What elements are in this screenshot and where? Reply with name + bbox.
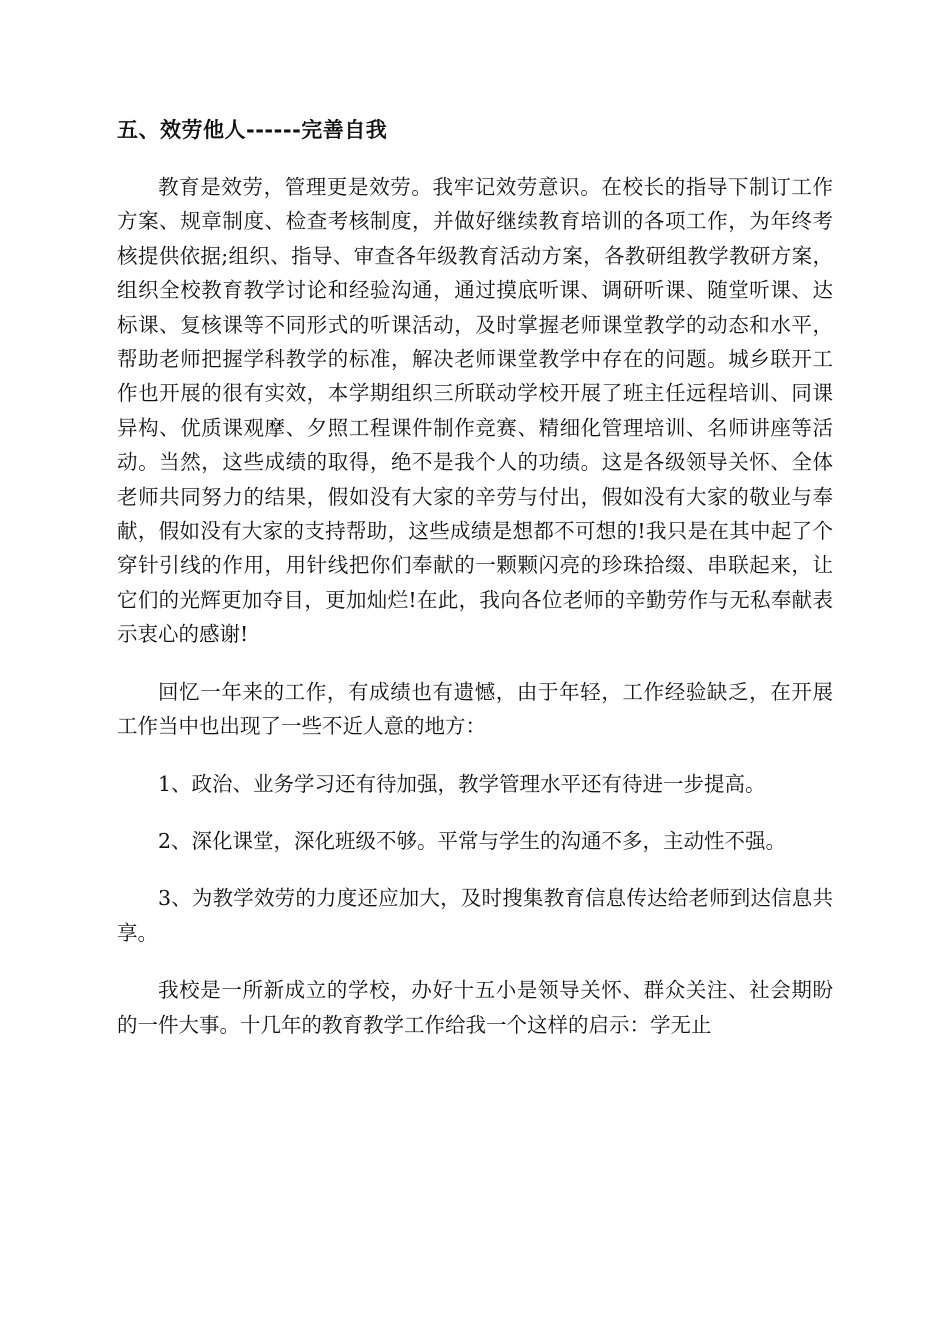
paragraph-service: 教育是效劳，管理更是效劳。我牢记效劳意识。在校长的指导下制订工作方案、规章制度、检查考核制度，并做好继续教育培训的各项工作，为年终考核提供依据;组织、指导、审查各年级教育活动方案，各教研组教学教研方案，组织全校教育教学讨论和经验沟通，通过摸底听课、调研听课、随堂听课、达标课、复核课等不同形式的听课活动，及时掌握老师课堂教学的动态和水平，帮助老师把握学科教学的标准，解决老师课堂教学中存在的问题。城乡联开工作也开展的很有实效，本学期组织三所联动学校开展了班主任远程培训、同课异构、优质课观摩、夕照工程课件制作竞赛、精细化管理培训、名师讲座等活动。当然，这些成绩的取得，绝不是我个人的功绩。这是各级领导关怀、全体老师共同努力的结果，假如没有大家的辛劳与付出，假如没有大家的敬业与奉献，假如没有大家的支持帮助，这些成绩是想都不可想的!我只是在其中起了个穿针引线的作用，用针线把你们奉献的一颗颗闪亮的珍珠拾缀、串联起来，让它们的光辉更加夺目，更加灿烂!在此，我向各位老师的辛勤劳作与无私奉献表示衷心的感谢! [117,175,833,647]
document-body [117,112,833,1065]
list-item-3: 3、为教学效劳的力度还应加大，及时搜集教育信息传达给老师到达信息共享。 [117,886,833,945]
list-item-1: 1、政治、业务学习还有待加强，教学管理水平还有待进一步提高。 [158,771,766,796]
paragraph-school: 我校是一所新成立的学校，办好十五小是领导关怀、群众关注、社会期盼的一件大事。十几年的教育教学工作给我一个这样的启示：学无止 [117,978,833,1037]
section-heading: 五、效劳他人------完善自我 [117,118,388,142]
paragraph-review: 回忆一年来的工作，有成绩也有遗憾，由于年轻，工作经验缺乏，在开展工作当中也出现了一些不近人意的地方： [117,679,833,739]
list-item-2: 2、深化课堂，深化班级不够。平常与学生的沟通不多，主动性不强。 [158,828,787,853]
